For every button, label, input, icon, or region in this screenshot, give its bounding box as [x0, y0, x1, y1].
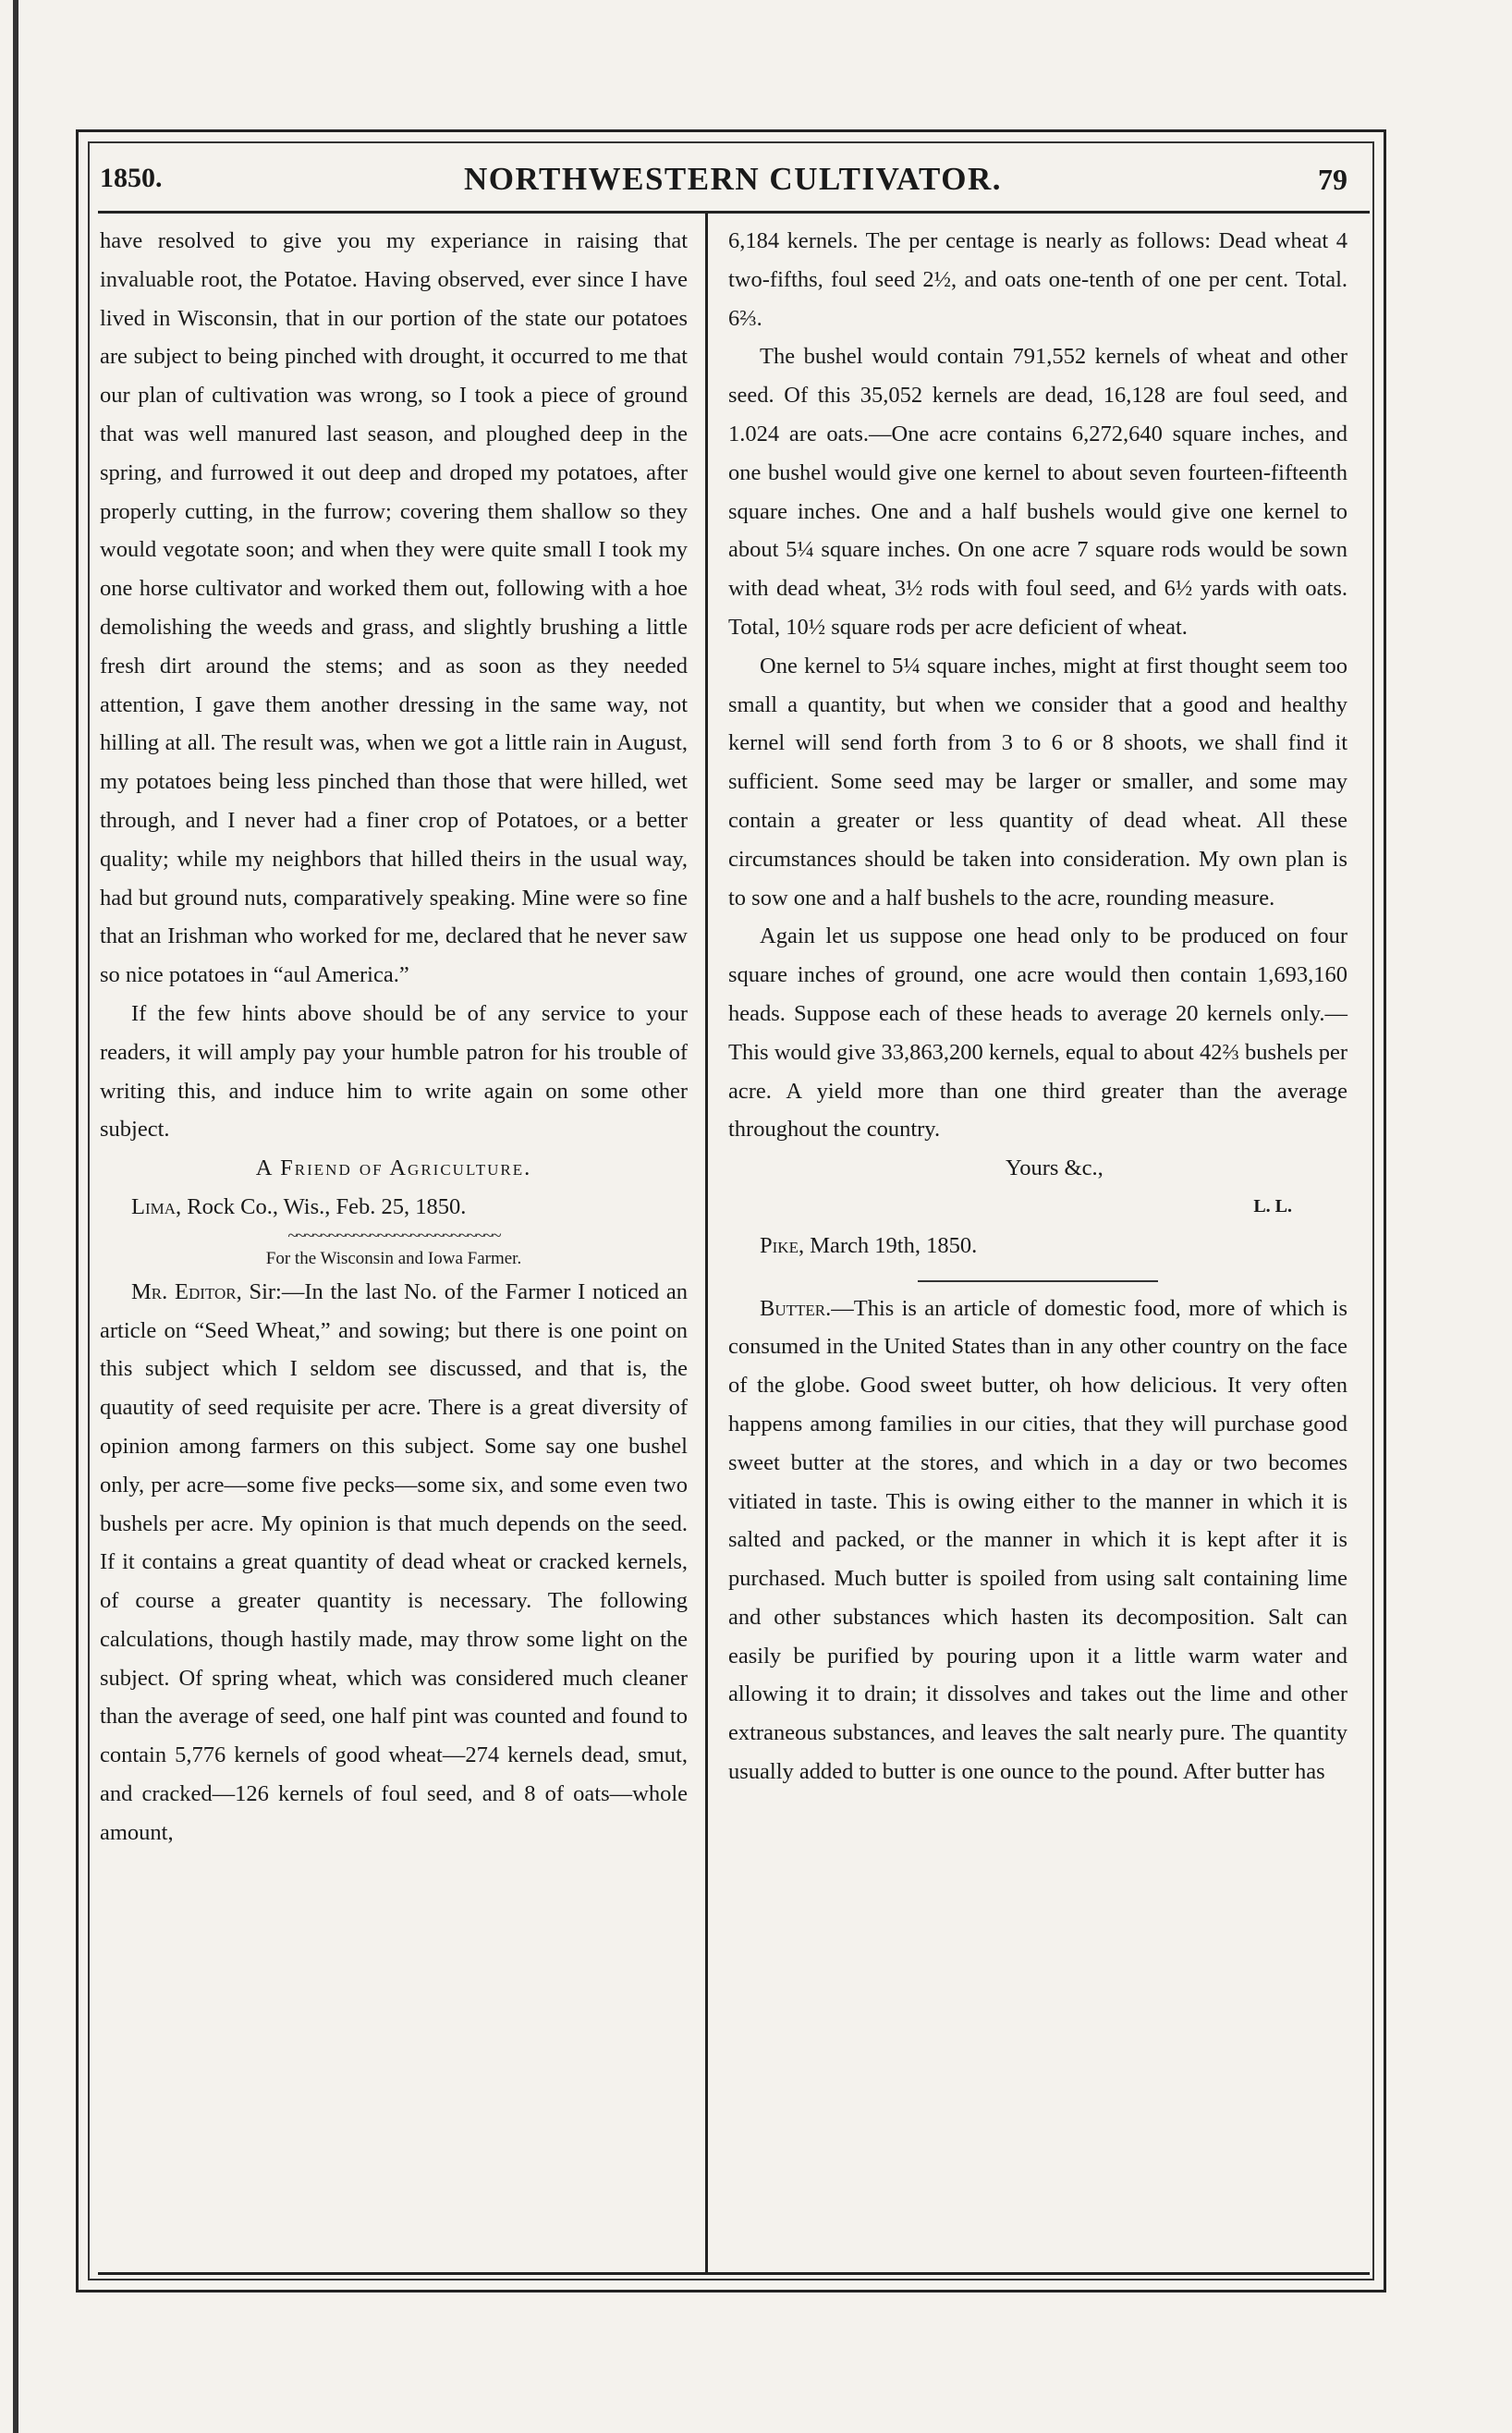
salutation: Mr. Editor — [131, 1278, 237, 1304]
header-year: 1850. — [100, 163, 163, 193]
butter-heading: Butter. — [760, 1295, 832, 1321]
seed-wheat-body: , Sir:—In the last No. of the Farmer I noticed an article on “Seed Wheat,” and sowing; but there is one point on this subject which I seldom see discussed, and that is, the quautity of seed requisite per acre. There is a great diversity of opinion among farmers on this subject. Some say one bushel only, per acre—some five pecks—some six, and some even two bushels per acre. My opinion is that much depends on the seed. If it contains a great quantity of dead wheat or cracked kernels, of course a greater quantity is necessary. The following calculations, though hastily made, may throw some light on the subject. Of spring wheat, which was considered much cleaner than the average of seed, one half pint was counted and found to contain 5,776 kernels of good wheat—274 kernels dead, smut, and cracked—126 kernels of foul seed, and 8 of oats—whole amount, — [100, 1278, 688, 1845]
header-rule — [98, 211, 1370, 214]
potato-letter-body: have resolved to give you my experiance in raising that invaluable root, the Potatoe. Having observed, ever since I have lived in Wisconsin, that in our portion of the state our potatoes are subject to being pinched with drought, it occurred to me that our plan of cultivation was wrong, so I took a piece of ground that was well manured last season, and ploughed deep in the spring, and furrowed it out deep and droped my potatoes, after properly cutting, in the furrow; covering them shallow so they would vegotate soon; and when they were quite small I took my one horse cultivator and worked them out, following with a hoe demolishing the weeds and grass, and slightly brushing a little fresh dirt around the stems; and as soon as they needed attention, I gave them another dressing in the same way, not hilling at all. The result was, when we got a little rain in August, my potatoes being less pinched than those that were hilled, wet through, and I never had a finer crop of Potatoes, or a better quality; while my neighbors that hilled theirs in the usual way, had but ground nuts, comparatively speaking. Mine were so fine that an Irishman who worked for me, declared that he never saw so nice potatoes in “aul America.” — [100, 228, 688, 988]
letter-dateline — [100, 1188, 688, 1227]
seed-wheat-letter — [100, 1273, 688, 1852]
page-header — [100, 157, 1366, 205]
right-dateline — [728, 1227, 1347, 1265]
letter-initials: L. L. — [1253, 1195, 1292, 1216]
article-source: For the Wisconsin and Iowa Farmer. — [265, 1248, 522, 1268]
seed-wheat-continued: 6,184 kernels. The per centage is nearly as follows: Dead wheat 4 two-fifths, foul seed 2½, and oats one-tenth of one per cent. Total. 6⅔. — [728, 228, 1347, 331]
dateline-text: , Rock Co., Wis., Feb. 25, 1850. — [176, 1193, 467, 1219]
bottom-rule — [98, 2272, 1370, 2275]
potato-letter-closing: If the few hints above should be of any service to your readers, it will amply pay your humble patron for his trouble of writing this, and induce him to write again on some other subject. — [100, 1000, 688, 1143]
binding-edge — [13, 0, 18, 2433]
right-dateline-text: , March 19th, 1850. — [798, 1232, 978, 1258]
page-number: 79 — [1318, 163, 1347, 196]
dateline-place: Lima — [131, 1193, 177, 1219]
letter-valediction: Yours &c., — [1006, 1155, 1104, 1181]
letter-signature: A Friend of Agriculture. — [255, 1155, 532, 1181]
column-divider — [705, 211, 708, 2274]
butter-article — [728, 1290, 1347, 1791]
right-dateline-place: Pike — [760, 1232, 799, 1258]
article-separator — [918, 1280, 1158, 1282]
butter-body: —This is an article of domestic food, more of which is consumed in the United States than in any other country on the face of the globe. Good sweet butter, oh how delicious. It very often happens among families in our cities, that they will purchase good sweet butter at the stores, and which in a day or two becomes vitiated in taste. This is owing either to the manner in which it is salted and packed, or the manner in which it is kept after it is purchased. Much butter is spoiled from using salt containing lime and other substances which hasten its decomposition. Salt can easily be purified by pouring upon it a little warm water and allowing it to drain; it dissolves and takes out the lime and other extraneous substances, and leaves the salt nearly pure. The quantity usually added to butter is one ounce to the pound. After butter has — [728, 1295, 1347, 1785]
left-column — [100, 222, 688, 1852]
right-column — [728, 222, 1347, 1791]
bushel-paragraph: The bushel would contain 791,552 kernels of wheat and other seed. Of this 35,052 kernels are dead, 16,128 are foul seed, and 1.024 are oats.—One acre contains 6,272,640 square inches, and one bushel would give one kernel to about seven fourteen-fifteenth square inches. One and a half bushels would give one kernel to about 5¼ square inches. On one acre 7 square rods would be sown with dead wheat, 3½ rods with foul seed, and 6½ yards with oats. Total, 10½ square rods per acre deficient of wheat. — [728, 344, 1347, 640]
section-divider: ~~~~~~~~~~~~~~~~~~~~~~~~~~ — [287, 1225, 500, 1246]
journal-title: NORTHWESTERN CULTIVATOR. — [464, 161, 1002, 197]
head-paragraph: Again let us suppose one head only to be produced on four square inches of ground, one acre would then contain 1,693,160 heads. Suppose each of these heads to average 20 kernels only.—This would give 33,863,200 kernels, equal to about 42⅔ bushels per acre. A yield more than one third greater than the average throughout the country. — [728, 923, 1347, 1143]
kernel-paragraph: One kernel to 5¼ square inches, might at first thought seem too small a quantity, but when we consider that a good and healthy kernel will send forth from 3 to 6 or 8 shoots, we shall find it sufficient. Some seed may be larger or smaller, and some may contain a greater or less quantity of dead wheat. All these circumstances should be taken into consideration. My own plan is to sow one and a half bushels to the acre, rounding measure. — [728, 653, 1347, 911]
